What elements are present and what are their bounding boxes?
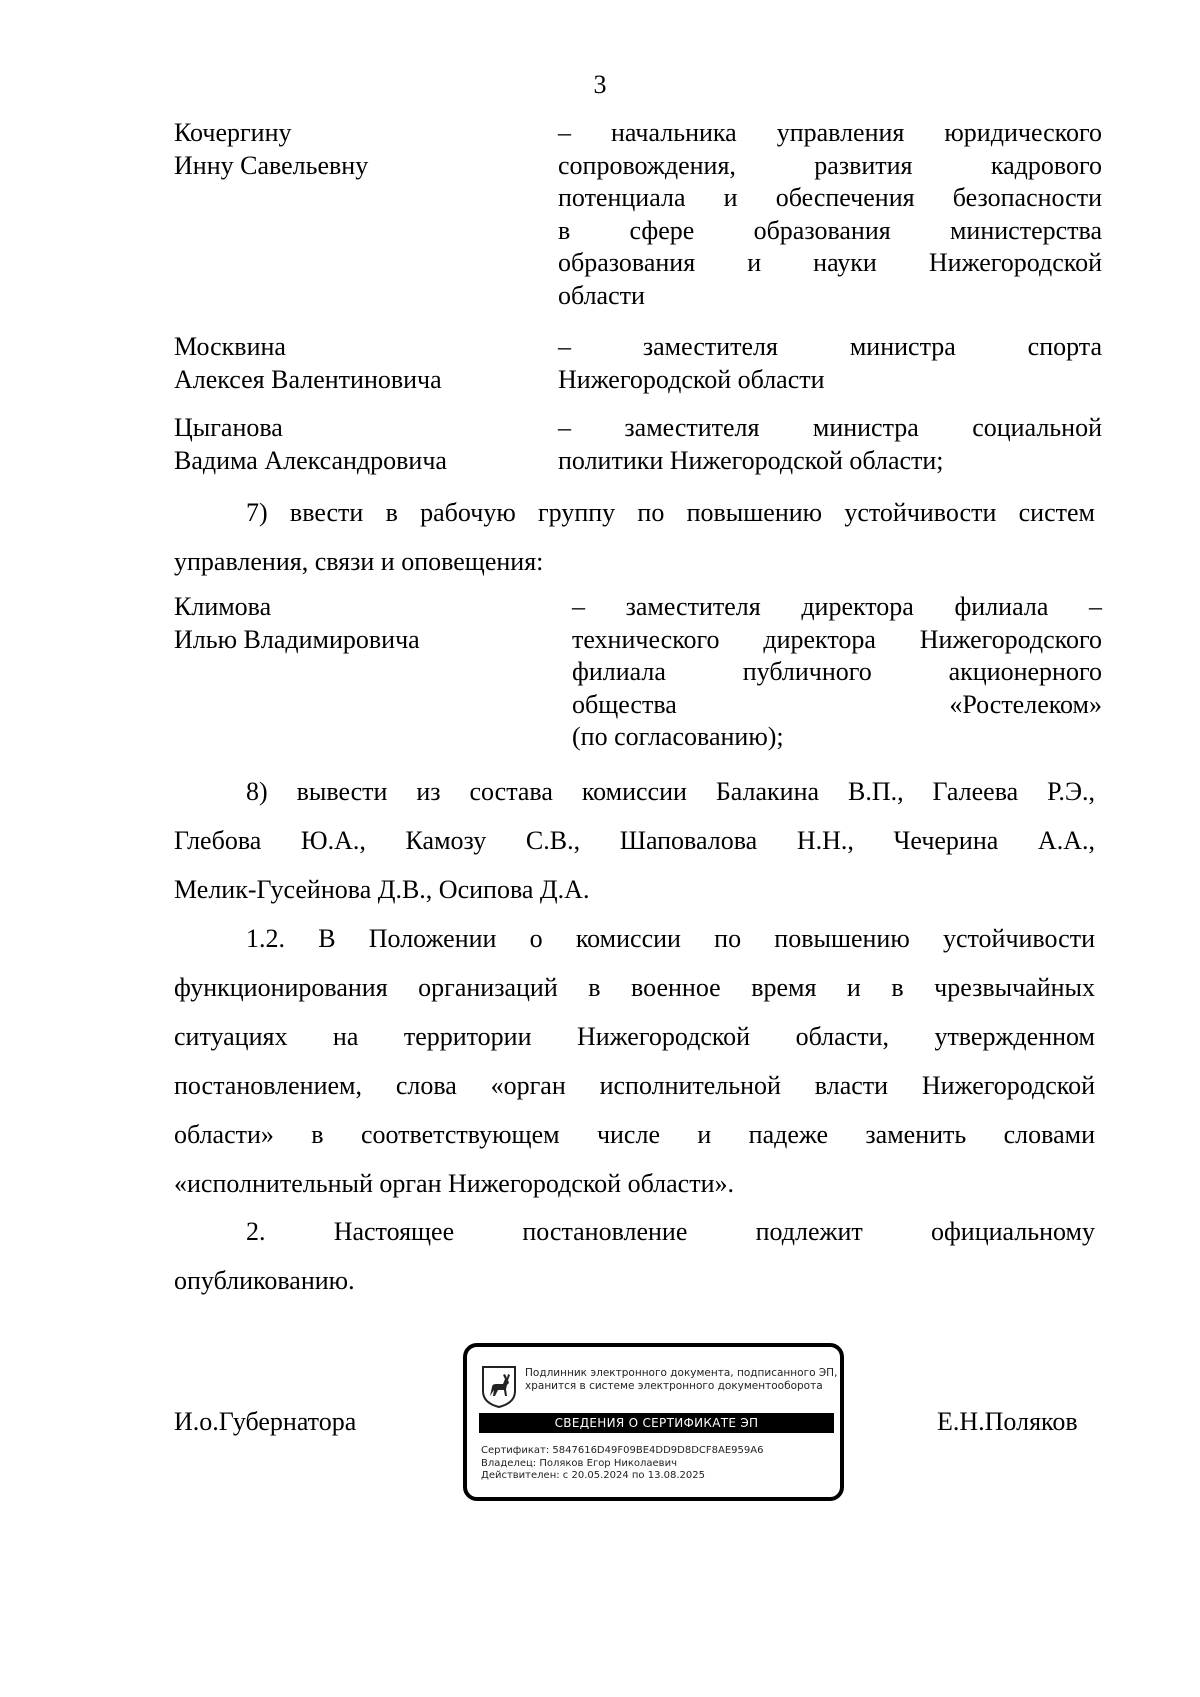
- position-line: (по согласованию);: [572, 722, 784, 751]
- paragraph-line: постановлением, слова «орган исполнительной власти Нижегородской: [174, 1071, 1095, 1100]
- paragraph-line: Мелик-Гусейнова Д.В., Осипова Д.А.: [174, 875, 590, 904]
- paragraph-line: управления, связи и оповещения:: [174, 547, 544, 576]
- position-line: – заместителя министра спорта: [558, 332, 1102, 361]
- item-7-paragraph: [174, 488, 1095, 586]
- position-line: Нижегородской области: [558, 364, 825, 394]
- paragraph-line: опубликованию.: [174, 1266, 355, 1295]
- member-position: [572, 591, 1102, 754]
- position-line: – заместителя директора филиала –: [572, 592, 1102, 621]
- position-line: – начальника управления юридического: [558, 118, 1102, 147]
- paragraph-line: 7) ввести в рабочую группу по повышению устойчивости систем: [246, 498, 1095, 527]
- certificate-owner: Владелец: Поляков Егор Николаевич: [481, 1457, 677, 1469]
- member-given-names: Вадима Александровича: [174, 445, 447, 475]
- signer-position: И.о.Губернатора: [174, 1407, 357, 1436]
- member-name: [174, 412, 534, 477]
- item-1-2-paragraph: [174, 914, 1095, 1208]
- position-line: – заместителя министра социальной: [558, 413, 1102, 442]
- position-line: филиала публичного акционерного: [572, 657, 1102, 686]
- member-position: [558, 412, 1102, 477]
- member-position: [558, 117, 1102, 312]
- position-line: области: [558, 280, 645, 310]
- position-line: в сфере образования министерства: [558, 215, 1102, 245]
- position-line: сопровождения, развития кадрового: [558, 150, 1102, 180]
- coat-of-arms-icon: [481, 1365, 517, 1409]
- item-2-paragraph: [174, 1207, 1095, 1305]
- position-line: потенциала и обеспечения безопасности: [558, 183, 1102, 212]
- member-given-names: Алексея Валентиновича: [174, 364, 442, 394]
- member-given-names: Илью Владимировича: [174, 624, 420, 654]
- paragraph-line: 8) вывести из состава комиссии Балакина В.П., Галеева Р.Э.,: [246, 777, 1095, 806]
- page-number: 3: [593, 70, 607, 99]
- paragraph-line: области» в соответствующем числе и падеже заменить словами: [174, 1120, 1095, 1149]
- member-given-names: Инну Савельевну: [174, 150, 369, 180]
- member-surname: Цыганова: [174, 413, 283, 442]
- certificate-header: СВЕДЕНИЯ О СЕРТИФИКАТЕ ЭП: [479, 1413, 834, 1433]
- paragraph-line: функционирования организаций в военное время и в чрезвычайных: [174, 973, 1095, 1002]
- member-surname: Москвина: [174, 332, 286, 361]
- item-8-paragraph: [174, 767, 1095, 914]
- paragraph-line: Глебова Ю.А., Камозу С.В., Шаповалова Н.Н., Чечерина А.А.,: [174, 826, 1095, 855]
- position-line: образования и науки Нижегородской: [558, 248, 1102, 277]
- stamp-note: [525, 1367, 837, 1393]
- certificate-serial: Сертификат: 5847616D49F09BE4DD9D8DCF8AE959A6: [481, 1445, 764, 1456]
- member-name: [174, 591, 534, 656]
- position-line: общества «Ростелеком»: [572, 689, 1102, 719]
- paragraph-line: «исполнительный орган Нижегородской области».: [174, 1169, 735, 1198]
- member-name: [174, 331, 534, 396]
- member-surname: Климова: [174, 592, 272, 621]
- paragraph-line: 1.2. В Положении о комиссии по повышению устойчивости: [246, 924, 1095, 953]
- electronic-signature-stamp: [463, 1343, 844, 1501]
- stamp-note-line: Подлинник электронного документа, подписанного ЭП,: [525, 1367, 838, 1379]
- certificate-validity: Действителен: с 20.05.2024 по 13.08.2025: [481, 1470, 705, 1481]
- member-surname: Кочергину: [174, 118, 292, 147]
- paragraph-line: 2. Настоящее постановление подлежит официальному: [246, 1217, 1095, 1246]
- position-line: технического директора Нижегородского: [572, 624, 1102, 654]
- member-position: [558, 331, 1102, 396]
- member-name: [174, 117, 534, 182]
- position-line: политики Нижегородской области;: [558, 445, 944, 475]
- certificate-details: [481, 1445, 763, 1483]
- stamp-note-line: хранится в системе электронного документооборота: [525, 1380, 823, 1392]
- signer-name: Е.Н.Поляков: [937, 1407, 1078, 1436]
- paragraph-line: ситуациях на территории Нижегородской области, утвержденном: [174, 1022, 1095, 1051]
